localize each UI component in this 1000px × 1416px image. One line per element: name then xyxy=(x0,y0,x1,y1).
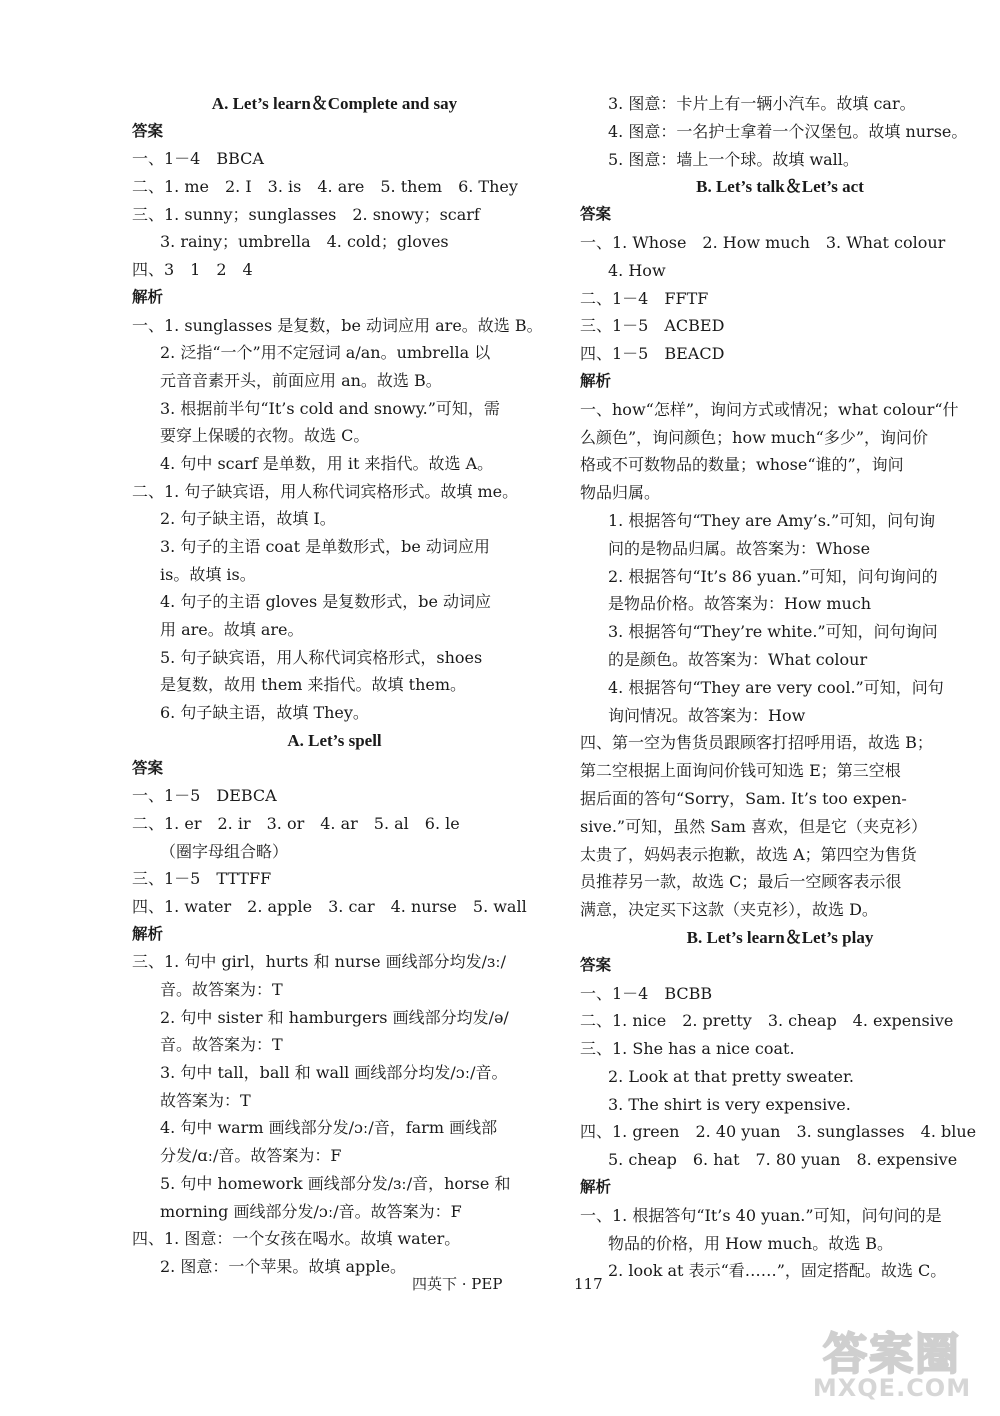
text-line: sive.”可知，虽然 Sam 喜欢，但是它（夹克衫） xyxy=(580,816,927,836)
section-heading: B. Let’s learn＆Let’s play xyxy=(686,927,874,947)
left-column xyxy=(132,90,543,1281)
text-line: 四、1－5 BEACD xyxy=(580,344,725,364)
text-line: 四、1. water 2. apple 3. car 4. nurse 5. wall xyxy=(132,896,527,916)
text-line: 3. The shirt is very expensive. xyxy=(608,1094,851,1114)
text-line: 物品归属。 xyxy=(580,483,661,503)
subsection-label: 答案 xyxy=(132,758,164,777)
text-line: 4. 图意：一名护士拿着一个汉堡包。故填 nurse。 xyxy=(608,121,968,141)
section-heading: A. Let’s spell xyxy=(287,730,382,750)
text-line: 太贵了，妈妈表示抱歉，故选 A；第四空为售货 xyxy=(580,844,917,864)
text-line: 物品的价格，用 How much。故选 B。 xyxy=(608,1233,894,1253)
text-line: 3. 根据前半句“It’s cold and snowy.”可知，需 xyxy=(160,398,500,418)
text-line: 四、1. green 2. 40 yuan 3. sunglasses 4. blue xyxy=(580,1122,977,1142)
text-line: 一、1－5 DEBCA xyxy=(132,786,277,806)
subsection-label: 答案 xyxy=(132,121,164,140)
text-line: 的是颜色。故答案为：What colour xyxy=(608,649,868,669)
subsection-label: 解析 xyxy=(580,371,612,390)
text-line: 3. 句子的主语 coat 是单数形式，be 动词应用 xyxy=(160,537,490,556)
text-line: （圈字母组合略） xyxy=(160,841,289,861)
text-line: 4. 句中 warm 画线部分发/ɔː/音，farm 画线部 xyxy=(160,1118,498,1138)
text-line: 询问情况。故答案为：How xyxy=(608,705,806,725)
page-number: 117 xyxy=(574,1275,603,1293)
text-line: 据后面的答句“Sorry，Sam. It’s too expen- xyxy=(580,788,907,808)
text-line: 4. 句子的主语 gloves 是复数形式，be 动词应 xyxy=(160,592,492,612)
text-line: 2. 根据答句“It’s 86 yuan.”可知，问句询问的 xyxy=(608,566,938,586)
page-footer xyxy=(0,1269,1000,1299)
text-line: 一、1. sunglasses 是复数，be 动词应用 are。故选 B。 xyxy=(132,315,543,335)
text-line: 三、1－5 ACBED xyxy=(580,316,725,336)
text-line: 3. 句中 tall，ball 和 wall 画线部分均发/ɔː/音。 xyxy=(160,1063,508,1083)
text-line: 音。故答案为：T xyxy=(160,1035,283,1055)
text-line: 2. 图意：一个苹果。故填 apple。 xyxy=(160,1256,407,1276)
text-line: 是物品价格。故答案为：How much xyxy=(608,594,872,614)
text-line: morning 画线部分发/ɔː/音。故答案为：F xyxy=(160,1201,462,1221)
text-line: 音。故答案为：T xyxy=(160,980,283,999)
text-line: 四、1. 图意：一个女孩在喝水。故填 water。 xyxy=(132,1229,461,1249)
text-line: 5. 图意：墙上一个球。故填 wall。 xyxy=(608,149,859,169)
text-line: 二、1. nice 2. pretty 3. cheap 4. expensive xyxy=(580,1011,954,1031)
text-line: 员推荐另一款，故选 C；最后一空顾客表示很 xyxy=(580,872,902,892)
text-line: 4. 句中 scarf 是单数，用 it 来指代。故选 A。 xyxy=(160,453,494,473)
text-line: 3. rainy；umbrella 4. cold；gloves xyxy=(160,232,449,252)
text-line: 3. 根据答句“They’re white.”可知，问句询问 xyxy=(608,622,938,642)
text-line: 5. cheap 6. hat 7. 80 yuan 8. expensive xyxy=(608,1150,958,1170)
text-line: 格或不可数物品的数量；whose“谁的”，询问 xyxy=(580,455,904,475)
text-line: 满意，决定买下这款（夹克衫），故选 D。 xyxy=(580,900,878,920)
subsection-label: 解析 xyxy=(580,1178,612,1197)
text-line: 一、1. 根据答句“It’s 40 yuan.”可知，问句问的是 xyxy=(580,1205,942,1225)
subsection-label: 答案 xyxy=(580,205,612,224)
text-line: 3. 图意：卡片上有一辆小汽车。故填 car。 xyxy=(608,94,916,113)
text-line: 二、1. me 2. I 3. is 4. are 5. them 6. They xyxy=(132,177,518,197)
text-line: 三、1－5 TTTFF xyxy=(132,869,272,889)
text-line: 4. 根据答句“They are very cool.”可知，问句 xyxy=(608,677,944,697)
text-line: 2. Look at that pretty sweater. xyxy=(608,1066,854,1086)
watermark-text-bottom: MXQE.COM xyxy=(812,1374,972,1402)
section-heading: A. Let’s learn＆Complete and say xyxy=(211,94,458,113)
text-line: 2. look at 表示“看……”，固定搭配。故选 C。 xyxy=(608,1261,947,1281)
text-line: 5. 句中 homework 画线部分发/ɜː/音，horse 和 xyxy=(160,1173,511,1193)
text-line: 5. 句子缺宾语，用人称代词宾格形式，shoes xyxy=(160,647,483,667)
text-line: 一、how“怎样”，询问方式或情况；what colour“什 xyxy=(580,399,959,419)
text-line: is。故填 is。 xyxy=(160,564,256,584)
section-heading: B. Let’s talk＆Let’s act xyxy=(696,177,864,197)
text-line: 分发/ɑː/音。故答案为：F xyxy=(160,1146,342,1166)
footer-label: 四英下 · PEP xyxy=(412,1275,503,1293)
text-line: 是复数，故用 them 来指代。故填 them。 xyxy=(160,675,467,695)
text-line: 二、1. 句子缺宾语，用人称代词宾格形式。故填 me。 xyxy=(132,481,519,501)
subsection-label: 解析 xyxy=(132,924,164,943)
subsection-label: 答案 xyxy=(580,955,612,974)
watermark-text-top: 答案圈 xyxy=(823,1329,961,1380)
text-line: 1. 根据答句“They are Amy’s.”可知，问句询 xyxy=(608,510,936,530)
text-line: 二、1－4 FFTF xyxy=(580,288,709,308)
text-line: 2. 句中 sister 和 hamburgers 画线部分均发/ə/ xyxy=(160,1007,509,1027)
text-line: 用 are。故填 are。 xyxy=(160,620,304,640)
text-line: 第二空根据上面询问价钱可知选 E；第三空根 xyxy=(580,761,901,781)
text-line: 一、1－4 BBCA xyxy=(132,149,264,169)
watermark-logo xyxy=(792,1318,992,1406)
text-line: 三、1. She has a nice coat. xyxy=(580,1039,795,1059)
text-line: 6. 句子缺主语，故填 They。 xyxy=(160,703,369,723)
right-column xyxy=(580,90,980,1285)
text-line: 三、1. sunny；sunglasses 2. snowy；scarf xyxy=(132,204,480,224)
text-line: 么颜色”，询问颜色；how much“多少”，询问价 xyxy=(580,427,929,447)
text-line: 问的是物品归属。故答案为：Whose xyxy=(608,538,871,558)
text-line: 2. 泛指“一个”用不定冠词 a/an。umbrella 以 xyxy=(160,343,491,363)
text-line: 4. How xyxy=(608,260,666,280)
text-line: 三、1. 句中 girl，hurts 和 nurse 画线部分均发/ɜː/ xyxy=(132,952,506,972)
text-line: 一、1－4 BCBB xyxy=(580,983,713,1003)
subsection-label: 解析 xyxy=(132,287,164,306)
text-line: 四、第一空为售货员跟顾客打招呼用语，故选 B； xyxy=(580,733,933,753)
text-line: 二、1. er 2. ir 3. or 4. ar 5. al 6. le xyxy=(132,813,460,833)
text-line: 四、3 1 2 4 xyxy=(132,260,253,280)
text-line: 一、1. Whose 2. How much 3. What colour xyxy=(580,232,946,252)
text-line: 故答案为：T xyxy=(160,1090,251,1110)
text-line: 元音音素开头，前面应用 an。故选 B。 xyxy=(160,370,442,390)
text-line: 2. 句子缺主语，故填 I。 xyxy=(160,509,336,529)
text-line: 要穿上保暖的衣物。故选 C。 xyxy=(160,426,370,446)
